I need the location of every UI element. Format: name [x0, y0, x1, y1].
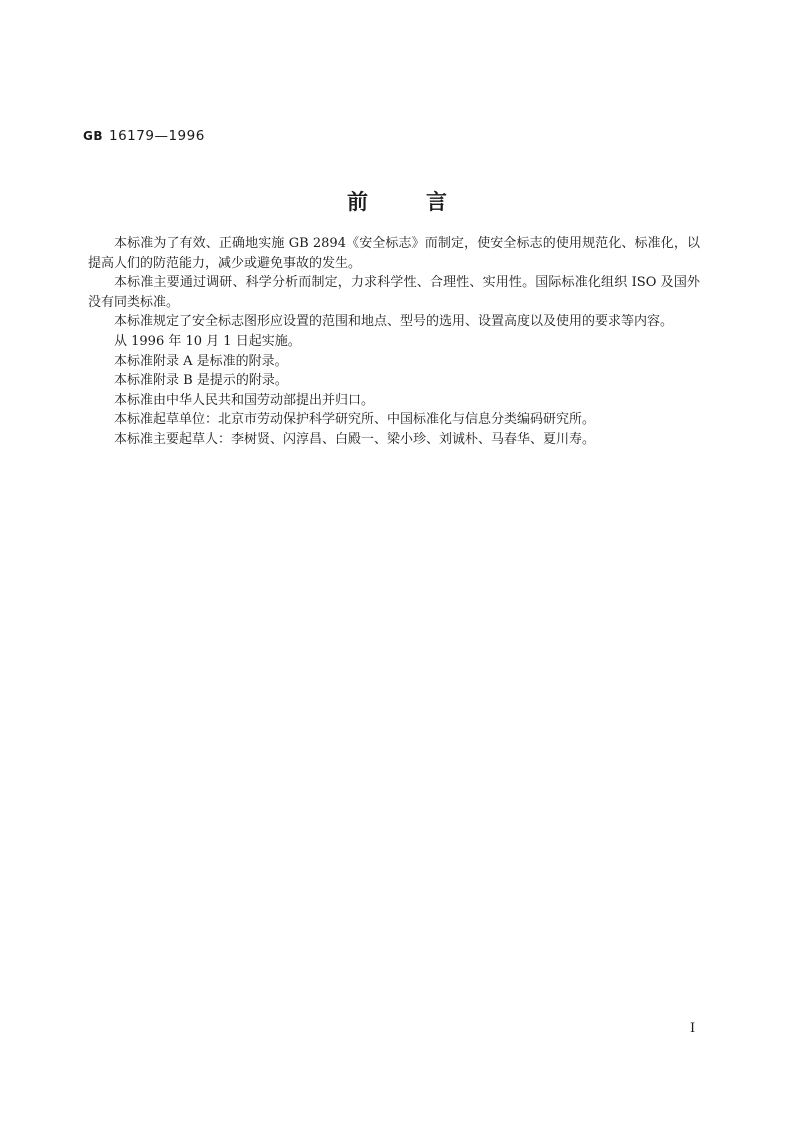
paragraph-drafting-units: 本标准起草单位：北京市劳动保护科学研究所、中国标准化与信息分类编码研究所。: [114, 412, 596, 428]
paragraph-method: 本标准主要通过调研、科学分析而制定，力求科学性、合理性、实用性。国际标准化组织 ISO 及国外没有同类标准。: [88, 275, 700, 310]
title-char-1: 前: [347, 190, 368, 214]
paragraph-purpose: 本标准为了有效、正确地实施 GB 2894《安全标志》而制定，使安全标志的使用规范化、标准化，以提高人们的防范能力，减少或避免事故的发生。: [88, 236, 700, 271]
title-char-2: 言: [426, 190, 447, 214]
page-title: [0, 186, 794, 216]
paragraph-scope: 本标准规定了安全标志图形应设置的范围和地点、型号的选用、设置高度以及使用的要求等内容。: [114, 314, 674, 330]
page-number: I: [690, 1021, 696, 1036]
paragraph-drafters: 本标准主要起草人：李树贤、闪淳昌、白殿一、梁小珍、刘诚朴、马春华、夏川寿。: [114, 431, 596, 447]
paragraph-appendix-b: 本标准附录 B 是提示的附录。: [114, 373, 288, 389]
paragraph-proposer: 本标准由中华人民共和国劳动部提出并归口。: [114, 392, 375, 408]
standard-number: 16179—1996: [109, 128, 205, 144]
paragraph-effective-date: 从 1996 年 10 月 1 日起实施。: [114, 333, 301, 349]
standard-prefix: GB: [83, 129, 103, 143]
paragraph-appendix-a: 本标准附录 A 是标准的附录。: [114, 353, 288, 369]
foreword-body: [88, 234, 700, 450]
standard-number-header: [83, 128, 205, 144]
